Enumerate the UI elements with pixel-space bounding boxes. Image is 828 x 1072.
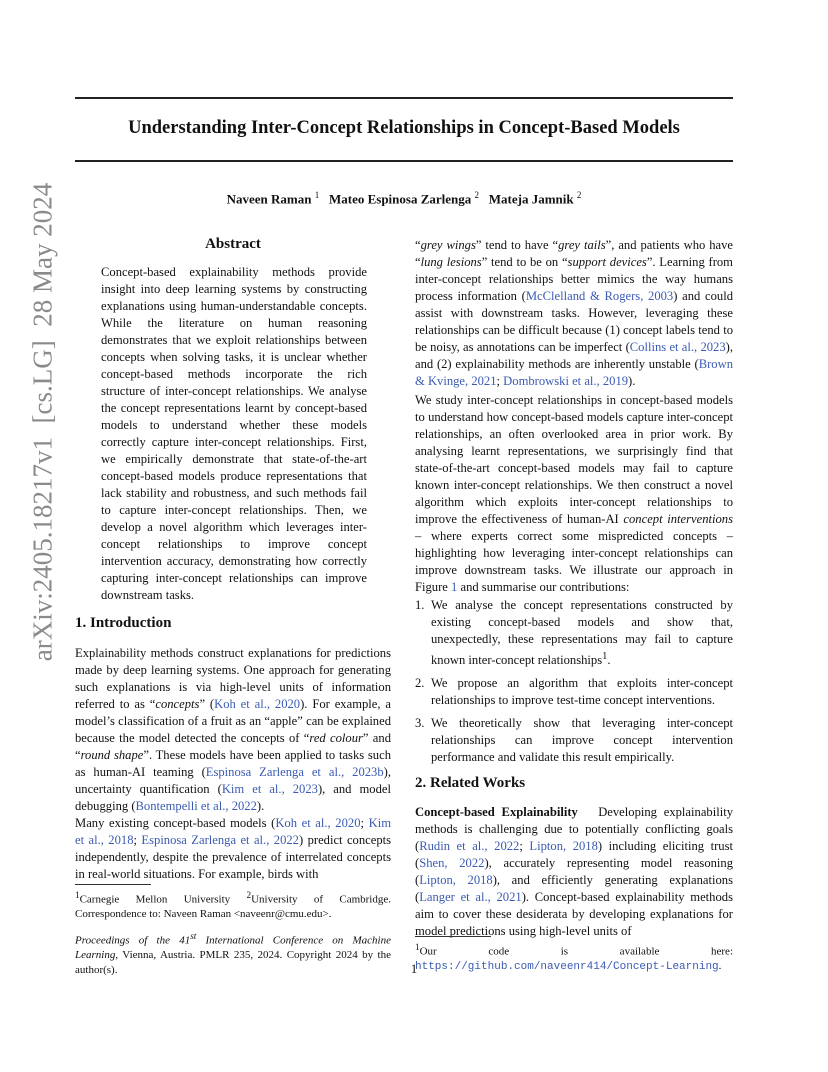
abstract-body: Concept-based explainability methods provide insight into deep learning systems by constructing explanations using human-understandable concepts. While the literature on human reasoning demonstrates that we exploit relationships between concepts when solving tasks, it is unclear whether concept-based methods incorporate the rich structure of inter-concept relationships. We analyse the concept representations learnt by concept-based models to understand whether these models correctly capture inter-concept relationships. First, we empirically demonstrate that state-of-the-art concept-based models produce representations that lack stability and robustness, and such methods fail to capture inter-concept relationships. Then, we develop a novel algorithm which leverages inter-concept relationships to improve concept intervention accuracy, demonstrating how correctly capturing inter-concept relationships can improve downstream tasks. [101, 265, 367, 602]
citation-link[interactable]: Bontempelli et al., 2022 [135, 799, 257, 813]
citation-link[interactable]: Espinosa Zarlenga et al., 2022 [141, 833, 299, 847]
intro-paragraph-1: Explainability methods construct explanations for predictions made by deep learning systems. One approach for generating such explanations is via high-level units of information referred to as “concepts” (Koh et al., 2020). For example, a model’s classification of a fruit as an “apple” can be explained because the model detected the concepts of “red colour” and “round shape”. These models have been applied to tasks such as human-AI teaming (Espinosa Zarlenga et al., 2023b), uncertainty quantification (Kim et al., 2023), and model debugging (Bontempelli et al., 2022). [75, 646, 391, 813]
citation-link[interactable]: Lipton, 2018 [419, 873, 493, 887]
code-repository-link[interactable]: https://github.com/naveenr414/Concept-Learning [415, 961, 719, 974]
citation-link[interactable]: Shen, 2022 [419, 856, 485, 870]
affiliation-mark: 2 [474, 190, 480, 200]
affiliation-mark: 2 [576, 190, 582, 200]
title-bottom-rule [75, 160, 733, 162]
proceedings-note: Proceedings of the 41st International Conference on Machine Learning, Vienna, Austria. PMLR 235, 2024. Copyright 2024 by the author(s). [75, 931, 391, 976]
section-heading-related-works: 2. Related Works [415, 775, 526, 791]
citation-link[interactable]: Koh et al., 2020 [275, 816, 361, 830]
citation-link[interactable]: Espinosa Zarlenga et al., 2023b [205, 765, 384, 779]
paper-title: Understanding Inter-Concept Relationships in Concept-Based Models [128, 118, 680, 138]
footnote-rule [75, 884, 151, 885]
citation-link[interactable]: Dombrowski et al., 2019 [503, 374, 629, 388]
footnote-rule [415, 936, 491, 937]
citation-link[interactable]: Langer et al., 2021 [419, 890, 522, 904]
top-rule [75, 97, 733, 99]
author-name: Naveen Raman [226, 191, 312, 207]
abstract-heading: Abstract [205, 236, 261, 252]
contributions-list [415, 597, 733, 772]
section-heading-introduction: 1. Introduction [75, 615, 172, 631]
author-list [75, 190, 733, 207]
list-item: 1. We analyse the concept representations constructed by existing concept-based models and show that, unexpectedly, these representations may fail to capture known inter-concept relationships$^1$. [415, 598, 733, 668]
citation-link[interactable]: Rudin et al., 2022 [419, 839, 520, 853]
related-works-paragraph: Concept-based Explainability Developing explainability methods is challenging due to potentially conflicting goals (Rudin et al., 2022; Lipton, 2018) including eliciting trust (Shen, 2022), accurately representing model reasoning (Lipton, 2018), and efficiently generating explanations (Langer et al., 2021). Concept-based explainability methods aim to cover these desiderata by developing explanations for model predictions using high-level units of [415, 805, 734, 938]
code-footnote: $^1$Our code is available here: https://github.com/naveenr414/Concept-Learning. [415, 942, 733, 974]
page-number: 1 [410, 962, 418, 976]
list-item: 2. We propose an algorithm that exploits inter-concept relationships to improve test-time concept interventions. [415, 676, 733, 708]
author-name: Mateja Jamnik [488, 191, 574, 207]
list-item: 3. We theoretically show that leveraging inter-concept relationships can improve concept intervention performance and validate this result empirically. [415, 716, 733, 765]
author-name: Mateo Espinosa Zarlenga [328, 191, 472, 207]
citation-link[interactable]: Kim et al., 2018 [75, 816, 392, 847]
figure-reference-link[interactable]: 1 [451, 580, 458, 594]
right-paragraph-2: We study inter-concept relationships in concept-based models to understand how concept-based models capture inter-concept relationships, an often overlooked area in prior work. By analysing learnt representations, we surprisingly find that state-of-the-art concept-based models may fail to capture known inter-concept relationships. We then construct a novel algorithm which exploits inter-concept relationships to improve the effectiveness of human-AI concept interventions – where experts correct some mispredicted concepts – highlighting how leveraging inter-concept relationships can improve downstream tasks. We illustrate our approach in Figure 1 and summarise our contributions: [415, 393, 733, 594]
citation-link[interactable]: Lipton, 2018 [529, 839, 598, 853]
affiliation-mark: 1 [314, 190, 320, 200]
citation-link[interactable]: Kim et al., 2023 [221, 782, 318, 796]
right-paragraph-1: “grey wings” tend to have “grey tails”, and patients who have “lung lesions” tend to be on “support devices”. Learning from inter-concept relationships better mimics the way humans process information (McClelland & Rogers, 2003) and could assist with downstream tasks. However, leveraging these relationships can be difficult because (1) concept labels tend to be noisy, as annotations can be imperfect (Collins et al., 2023), and (2) explainability methods are inherently unstable (Brown & Kvinge, 2021; Dombrowski et al., 2019). [415, 238, 734, 388]
citation-link[interactable]: Brown & Kvinge, 2021 [415, 357, 733, 388]
arxiv-identifier: arXiv:2405.18217v1 [cs.LG] 28 May 2024 [27, 182, 58, 662]
affiliations-footnote: $^1$Carnegie Mellon University $^2$University of Cambridge. Correspondence to: Naveen Raman <naveenr@cmu.edu>. [75, 890, 391, 921]
citation-link[interactable]: Koh et al., 2020 [214, 697, 301, 711]
citation-link[interactable]: McClelland & Rogers, 2003 [525, 289, 674, 303]
intro-paragraph-2: Many existing concept-based models (Koh et al., 2020; Kim et al., 2018; Espinosa Zarlenga et al., 2022) predict concepts independently, despite the prevalence of interrelated concepts in real-world situations. For example, birds with [75, 816, 392, 881]
citation-link[interactable]: Collins et al., 2023 [629, 340, 726, 354]
